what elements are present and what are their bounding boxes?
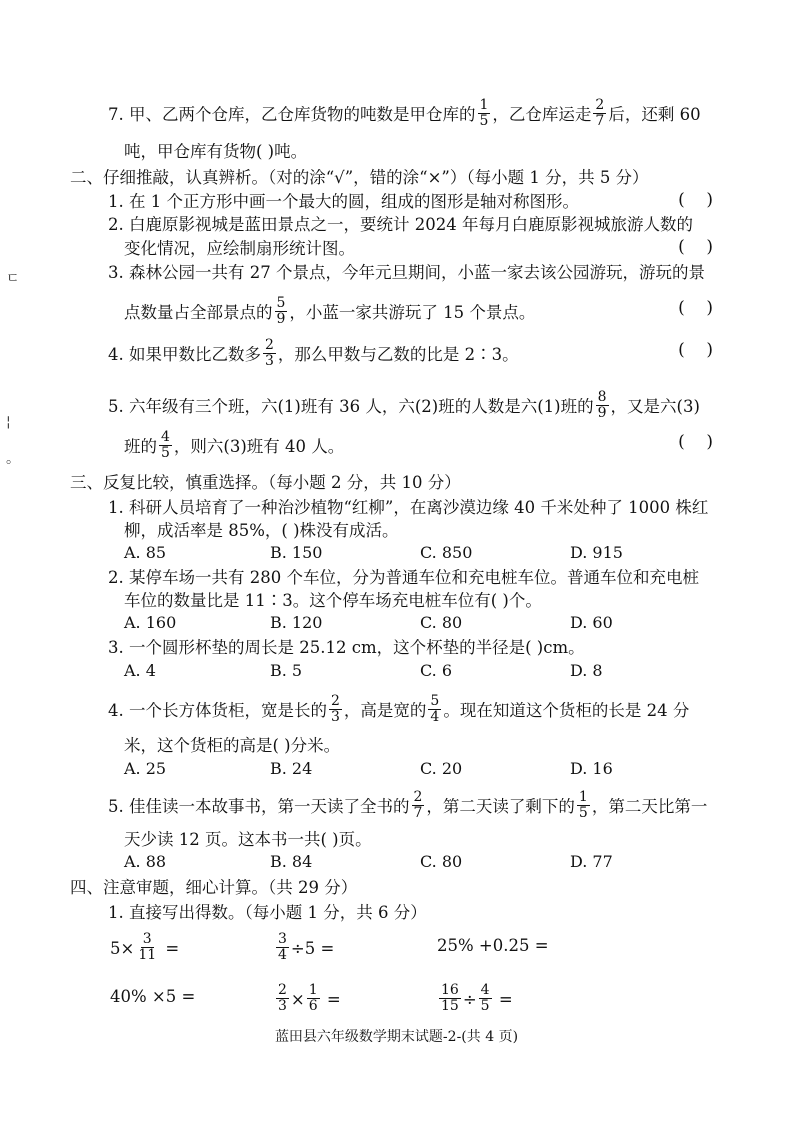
s2-q4: 4. 如果甲数比乙数多 $\frac{2}{3}$ ，那么甲数与乙数的比是 2∶3。 [108,337,519,369]
section-4-title: 四、注意审题，细心计算。（共 29 分） [70,878,358,897]
option-a: A. 25 [124,759,167,778]
scan-edge-mark: ¦ [6,414,11,430]
option-d: D. 16 [570,759,613,778]
s3-q2-line1: 2. 某停车场一共有 280 个车位，分为普通车位和充电桩车位。普通车位和充电桩 [108,568,699,587]
calc-3: 25% +0.25 = [437,936,549,955]
s3-q1-line2: 柳，成活率是 85%，( )株没有成活。 [124,521,399,540]
s3-q5-line1: 5. 佳佳读一本故事书，第一天读了全书的 $\frac{2}{7}$ ，第二天读了剩下的 $\frac{1}{5}$ ，第二天比第一 [108,789,708,821]
q7-text-b: ，乙仓库运走 [492,105,592,124]
s2-q5-line2: 班的 $\frac{4}{5}$ ，则六(3)班有 40 人。 [124,429,345,461]
section-3-title: 三、反复比较，慎重选择。（每小题 2 分，共 10 分） [70,473,461,492]
calc-1: 5× $\frac{3}{11}$ = [110,931,180,963]
fraction: $\frac{3}{4}$ [278,931,287,963]
scan-edge-mark: 。 [6,451,20,467]
option-c: C. 850 [420,543,473,562]
s3-q4-line1: 4. 一个长方体货柜，宽是长的 $\frac{2}{3}$ ，高是宽的 $\frac{5}{4}$ 。现在知道这个货柜的长是 24 分 [108,693,690,725]
option-b: B. 5 [270,661,303,680]
option-c: C. 20 [420,759,463,778]
option-b: B. 84 [270,852,313,871]
s3-q4-line2: 米，这个货柜的高是( )分米。 [124,736,341,755]
fraction: $\frac{2}{3}$ [331,693,340,725]
fraction: $\frac{5}{4}$ [430,693,440,725]
answer-blank: ( ) [678,340,713,360]
fraction: $\frac{2}{3}$ [265,337,274,369]
option-d: D. 77 [570,852,613,871]
option-a: A. 85 [124,543,167,562]
answer-blank: ( ) [678,298,713,318]
q7-line1 [108,97,701,131]
fraction: $\frac{2}{7}$ [413,789,423,821]
s3-q2-line2: 车位的数量比是 11∶3。这个停车场充电桩车位有( )个。 [124,591,542,610]
fraction: $\frac{8}{9}$ [597,389,607,421]
option-b: B. 24 [270,759,313,778]
fraction: $\frac{1}{6}$ [308,982,318,1014]
fraction: $\frac{2}{3}$ [278,982,287,1014]
s2-q1: 1. 在 1 个正方形中画一个最大的圆，组成的图形是轴对称图形。 [108,192,579,211]
section-2-title: 二、仔细推敲，认真辨析。（对的涂“√”，错的涂“×”）（每小题 1 分，共 5 分） [70,168,649,187]
option-a: A. 160 [124,613,177,632]
option-b: B. 150 [270,543,323,562]
fraction: $\frac{3}{11}$ [138,931,157,963]
option-c: C. 80 [420,852,463,871]
s2-q3-line1: 3. 森林公园一共有 27 个景点，今年元旦期间，小蓝一家去该公园游玩，游玩的景 [108,263,705,282]
answer-blank: ( ) [678,432,713,452]
q7-text-c: 后，还剩 60 [608,105,701,124]
calc-5: $\frac{2}{3}$ × $\frac{1}{6}$ = [278,982,341,1014]
page-footer: 蓝田县六年级数学期末试题-2-(共 4 页) [274,1029,519,1045]
option-c: C. 80 [420,613,463,632]
option-d: D. 60 [570,613,613,632]
option-d: D. 8 [570,661,603,680]
calc-4: 40% ×5 = [110,987,196,1006]
s4-sub1: 1. 直接写出得数。（每小题 1 分，共 6 分） [108,903,427,922]
fraction: $\frac{4}{5}$ [480,982,490,1014]
s3-q3: 3. 一个圆形杯垫的周长是 25.12 cm，这个杯垫的半径是( )cm。 [108,638,585,657]
option-a: A. 88 [124,852,167,871]
option-b: B. 120 [270,613,323,632]
fraction: $\frac{2}{7}$ [595,97,605,129]
s2-q2-line2: 变化情况，应绘制扇形统计图。 [124,239,355,258]
calc-2: $\frac{3}{4}$ ÷5 = [278,931,335,963]
calc-6: $\frac{16}{15}$ ÷ $\frac{4}{5}$ = [441,982,513,1014]
scan-edge-mark: ㄷ [6,271,20,287]
fraction: $\frac{16}{15}$ [441,982,459,1014]
q7-line2: 吨，甲仓库有货物( )吨。 [124,142,308,161]
option-d: D. 915 [570,543,623,562]
fraction: $\frac{1}{5}$ [578,789,588,821]
answer-blank: ( ) [678,237,713,257]
q7-text-a: 7. 甲、乙两个仓库，乙仓库货物的吨数是甲仓库的 [108,105,476,124]
s3-q5-line2: 天少读 12 页。这本书一共( )页。 [124,830,372,849]
option-a: A. 4 [124,661,156,680]
s2-q5-line1: 5. 六年级有三个班，六(1)班有 36 人，六(2)班的人数是六(1)班的 $\frac{8}{9}$ ，又是六(3) [108,389,700,421]
option-c: C. 6 [420,661,453,680]
s2-q2-line1: 2. 白鹿原影视城是蓝田景点之一，要统计 2024 年每月白鹿原影视城旅游人数的 [108,215,693,234]
answer-blank: ( ) [678,190,713,210]
s3-q1-line1: 1. 科研人员培育了一种治沙植物“红柳”，在离沙漠边缘 40 千米处种了 1000 株红 [108,498,709,517]
fraction: $\frac{4}{5}$ [161,429,170,461]
s2-q3-line2: 点数量占全部景点的 $\frac{5}{9}$ ，小蓝一家共游玩了 15 个景点。 [124,295,536,327]
fraction: $\frac{1}{5}$ [479,97,489,129]
fraction: $\frac{5}{9}$ [276,295,286,327]
